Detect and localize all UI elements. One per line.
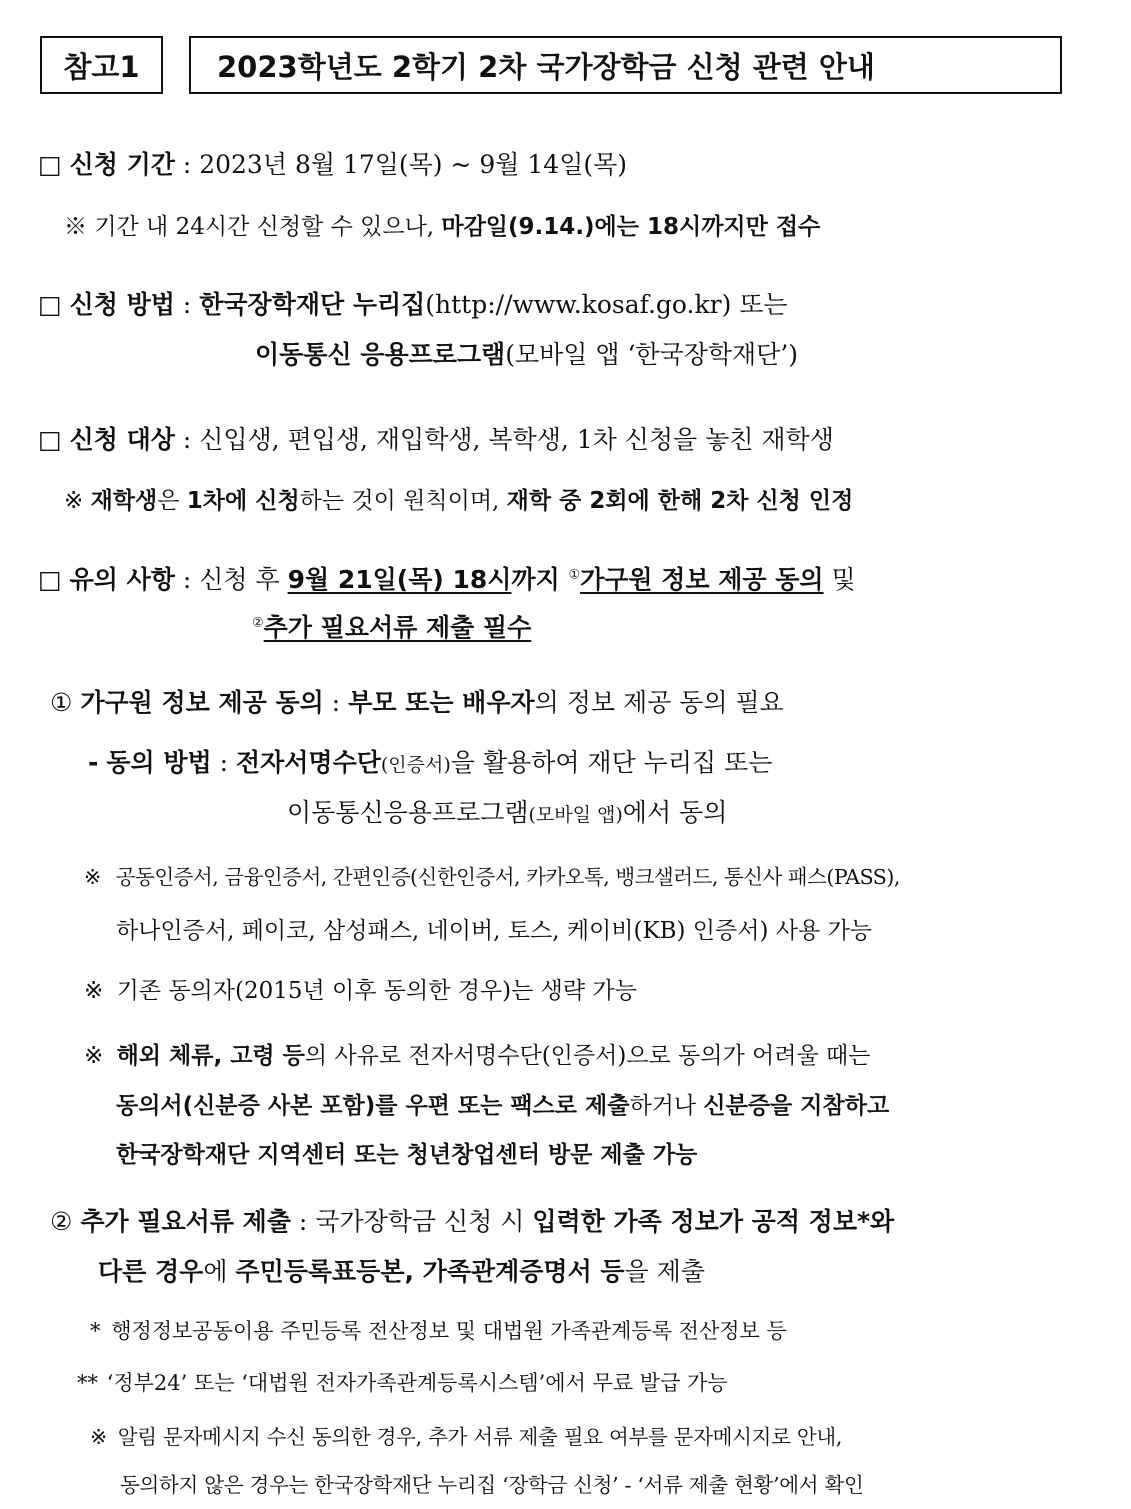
target-note-b1: 재학생 [90,488,158,514]
reference-mark-icon: ※ [64,214,87,240]
documents-heading [50,1202,894,1238]
caution-t2: 까지 [511,565,569,594]
consent-note2 [84,972,637,1005]
documents-note [90,1420,842,1450]
consent-method-2 [287,793,727,829]
period-note-text: 기간 내 24시간 신청할 수 있으나, [94,214,442,240]
consent-note1-2 [116,912,872,945]
circled-two-icon: ② [50,1207,73,1236]
consent-text: 의 정보 제공 동의 필요 [534,688,784,717]
consent-note1-line1: 공동인증서, 금융인증서, 간편인증(신한인증서, 카카오톡, 뱅크샐러드, 통신사 패스(PASS), [115,865,900,889]
separator: : [174,565,200,594]
circled-one-icon: ① [50,688,73,717]
target-note [64,482,853,515]
reference-mark-icon: ※ [90,1425,108,1449]
consent-note1 [84,860,900,890]
caution-label: 유의 사항 [69,565,175,594]
documents-t1: 국가장학금 신청 시 [315,1207,533,1236]
consent-method-small: (인증서) [380,754,451,776]
square-bullet-icon: □ [38,565,62,594]
asterisk-icon: * [90,1319,101,1343]
method-app: 이동통신 응용프로그램 [255,340,506,369]
consent-method-app: 이동통신응용프로그램 [287,798,529,827]
reference-tag [40,36,163,94]
documents-footnote1 [90,1315,787,1345]
consent-method-text: 을 활용하여 재단 누리집 또는 [450,748,773,777]
method-app-detail: (모바일 앱 ‘한국장학재단’) [505,340,799,369]
period-label: 신청 기간 [69,150,175,179]
consent-note3-t1: 의 사유로 전자서명수단(인증서)으로 동의가 어려울 때는 [304,1043,871,1069]
page-title-text: 2023학년도 2학기 2차 국가장학금 신청 관련 안내 [217,49,875,84]
target-line [38,420,834,456]
dash-bullet-icon: - [88,748,99,777]
square-bullet-icon: □ [38,290,62,319]
caution-item1: 가구원 정보 제공 동의 [580,565,824,594]
consent-note3-b1: 해외 체류, 고령 등 [116,1043,305,1069]
separator: : [211,748,236,777]
page-title [189,36,1062,94]
period-value: 2023년 8월 17일(목) ~ 9월 14일(목) [199,150,628,179]
caution-t1: 신청 후 [199,565,288,594]
documents-b1: 입력한 가족 정보가 공적 정보*와 [532,1207,895,1236]
caution-line [38,560,856,596]
documents-note-line2: 동의하지 않은 경우는 한국장학재단 누리집 ‘장학금 신청’ - ‘서류 제출 현황’에서 확인 [120,1473,864,1497]
consent-note3-b3: 신분증을 지참하고 [703,1093,890,1119]
caution-item2: 추가 필요서류 제출 필수 [263,613,532,642]
circled-two-icon: ② [252,615,264,631]
method-web-url: (http://www.kosaf.go.kr) 또는 [425,290,788,319]
consent-method [88,743,772,779]
separator: : [174,425,200,454]
consent-note3-b2: 동의서(신분증 사본 포함)를 우편 또는 팩스로 제출 [116,1093,630,1119]
double-asterisk-icon: ** [77,1371,98,1395]
consent-method-app-text: 에서 동의 [622,798,728,827]
consent-note3-b4: 한국장학재단 지역센터 또는 청년창업센터 방문 제출 가능 [116,1142,698,1168]
consent-note2-text: 기존 동의자(2015년 이후 동의한 경우)는 생략 가능 [116,978,637,1004]
separator: : [174,290,200,319]
reference-mark-icon: ※ [84,978,104,1004]
consent-method-label: 동의 방법 [106,748,212,777]
consent-note3 [84,1037,870,1070]
reference-tag-text: 참고1 [63,49,140,84]
period-note [64,208,820,241]
consent-method-bold: 전자서명수단 [235,748,381,777]
period-line [38,145,627,181]
reference-mark-icon: ※ [84,1043,104,1069]
documents-b2: 다른 경우 [98,1257,204,1286]
separator: : [323,688,349,717]
target-note-t1: 은 [157,488,187,514]
documents-b3: 주민등록표등본, 가족관계증명서 등 [235,1257,625,1286]
square-bullet-icon: □ [38,150,62,179]
caution-t3: 및 [823,565,856,594]
method-web: 한국장학재단 누리집 [199,290,426,319]
reference-mark-icon: ※ [64,488,84,514]
documents-t2: 에 [203,1257,236,1286]
method-line [38,285,788,321]
target-note-t2: 하는 것이 원칙이며, [299,488,507,514]
period-note-deadline: 마감일(9.14.)에는 18시까지만 접수 [441,214,821,240]
consent-parties: 부모 또는 배우자 [348,688,535,717]
documents-note-line1: 알림 문자메시지 수신 동의한 경우, 추가 서류 제출 필요 여부를 문자메시지로 안내, [117,1425,843,1449]
target-note-b3: 재학 중 2회에 한해 2차 신청 인정 [506,488,854,514]
circled-one-icon: ① [568,567,581,583]
target-value: 신입생, 편입생, 재입학생, 복학생, 1차 신청을 놓친 재학생 [199,425,834,454]
documents-heading-2 [98,1252,705,1288]
target-label: 신청 대상 [69,425,175,454]
caution-line-2 [252,608,531,644]
reference-mark-icon: ※ [84,865,102,889]
separator: : [290,1207,316,1236]
consent-method-app-small: (모바일 앱) [528,804,623,826]
method-label: 신청 방법 [69,290,175,319]
documents-footnote1-text: 행정정보공동이용 주민등록 전산정보 및 대법원 가족관계등록 전산정보 등 [111,1319,787,1343]
consent-note3-t2: 하거나 [629,1093,704,1119]
consent-note3-3 [116,1136,697,1169]
square-bullet-icon: □ [38,425,62,454]
consent-label: 가구원 정보 제공 동의 [80,688,324,717]
documents-t3: 을 제출 [624,1257,705,1286]
documents-footnote2 [77,1367,728,1397]
consent-note1-line2: 하나인증서, 페이코, 삼성패스, 네이버, 토스, 케이비(KB) 인증서) 사용 가능 [116,918,872,944]
separator: : [174,150,200,179]
target-note-b2: 1차에 신청 [186,488,300,514]
documents-label: 추가 필요서류 제출 [80,1207,291,1236]
documents-note-2 [120,1468,863,1498]
consent-note3-2 [116,1087,889,1120]
method-line-2 [255,335,798,371]
caution-deadline: 9월 21일(목) 18시 [287,565,512,594]
documents-footnote2-text: ‘정부24’ 또는 ‘대법원 전자가족관계등록시스템’에서 무료 발급 가능 [106,1371,728,1395]
consent-heading [50,683,784,719]
